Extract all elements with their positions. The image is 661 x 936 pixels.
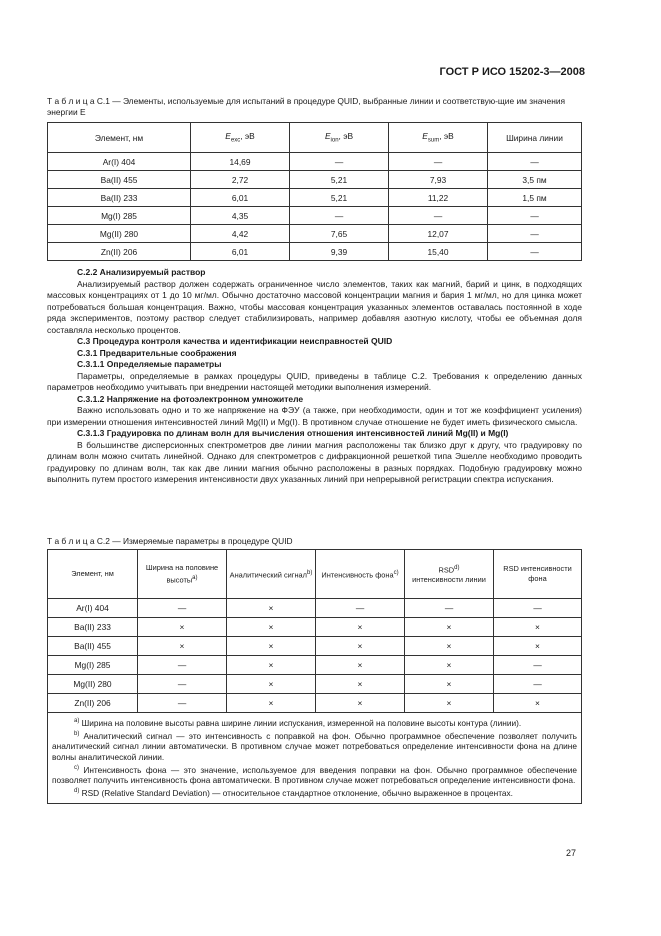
table-cell: Ba(II) 455 — [48, 637, 138, 656]
table1-header-row — [48, 123, 582, 153]
table1-col-element: Элемент, нм — [48, 123, 191, 153]
table-cell: 11,22 — [389, 189, 488, 207]
table-cell: Ba(II) 455 — [48, 171, 191, 189]
table-cell: Ar(I) 404 — [48, 599, 138, 618]
table1-col-sum: $E_{sum}$, эВ — [389, 123, 488, 153]
table-cell: × — [405, 694, 494, 713]
section-c3-title: С.3 Процедура контроля качества и идентификации неисправностей QUID — [77, 336, 393, 346]
table-row — [48, 207, 582, 225]
table-cell: Ba(II) 233 — [48, 618, 138, 637]
table2-col-element: Элемент, нм — [48, 550, 138, 599]
table-cell: × — [227, 599, 316, 618]
table2-caption: Т а б л и ц а С.2 — Измеряемые параметры в процедуре QUID — [47, 536, 293, 546]
page-number: 27 — [565, 848, 576, 858]
table-row — [48, 656, 582, 675]
table-cell: Mg(I) 285 — [48, 656, 138, 675]
table-cell: 6,01 — [191, 189, 290, 207]
table-cell: — — [290, 207, 389, 225]
footnote-text: RSD (Relative Standard Deviation) — относительное стандартное отклонение, обычно выраженное в процентах. — [79, 787, 513, 798]
table-cell: 2,72 — [191, 171, 290, 189]
table-cell: — — [494, 656, 582, 675]
table-row — [48, 225, 582, 243]
table-cell: × — [316, 656, 405, 675]
section-c311-title: С.3.1.1 Определяемые параметры — [77, 359, 222, 369]
table2-notes — [48, 713, 582, 804]
table-row — [48, 694, 582, 713]
table-row — [48, 189, 582, 207]
table-row — [48, 618, 582, 637]
table2-header-row — [48, 550, 582, 599]
table-cell: × — [494, 694, 582, 713]
table-cell: × — [494, 637, 582, 656]
table-cell: — — [494, 675, 582, 694]
table-cell: — — [488, 153, 582, 171]
table2-col-width: Ширина на половине высоты$^{a)}$ — [138, 550, 227, 599]
table-cell: 1,5 пм — [488, 189, 582, 207]
standard-number: ГОСТ Р ИСО 15202-3—2008 — [439, 66, 585, 78]
table-row — [48, 153, 582, 171]
section-c311-body: Параметры, определяемые в рамках процедуры QUID, приведены в таблице С.2. Требования к определению данных параметров необходимо учитывать при внедрении настоящей методики выполнения измерений. — [47, 370, 582, 392]
table-cell: Ba(II) 233 — [48, 189, 191, 207]
table-cell: × — [227, 675, 316, 694]
table-cell: 5,21 — [290, 171, 389, 189]
table-cell: — — [488, 225, 582, 243]
table-cell: × — [316, 694, 405, 713]
table-cell: 3,5 пм — [488, 171, 582, 189]
table-cell: × — [227, 656, 316, 675]
table-footnote — [52, 729, 577, 763]
table-cell: Mg(I) 285 — [48, 207, 191, 225]
table-cell: Ar(I) 404 — [48, 153, 191, 171]
table-cell: Mg(II) 280 — [48, 225, 191, 243]
table-cell: 4,35 — [191, 207, 290, 225]
table2-notes-row — [48, 713, 582, 804]
table-row — [48, 599, 582, 618]
table-cell: — — [290, 153, 389, 171]
table1 — [47, 122, 582, 261]
table-cell: × — [405, 637, 494, 656]
footnote-mark: d) — [74, 788, 80, 795]
table1-col-width: Ширина линии — [488, 123, 582, 153]
table-row — [48, 171, 582, 189]
footnote-text: Ширина на половине высоты равна ширине линии испускания, измеренной на половине высоты контура (линии). — [79, 717, 522, 728]
table1-col-ion: $E_{ion}$, эВ — [290, 123, 389, 153]
table-footnote — [52, 716, 577, 729]
table-cell: × — [227, 618, 316, 637]
table-cell: — — [488, 207, 582, 225]
section-c313-title: С.3.1.3 Градуировка по длинам волн для вычисления отношения интенсивностей линий Mg(II) и Mg(I) — [77, 428, 509, 438]
table1-col-exc: $E_{exc}$, эВ — [191, 123, 290, 153]
table-cell: × — [138, 637, 227, 656]
table-cell: — — [488, 243, 582, 261]
table-cell: — — [389, 153, 488, 171]
table-cell: 15,40 — [389, 243, 488, 261]
table-cell: — — [316, 599, 405, 618]
table-cell: × — [316, 637, 405, 656]
table-cell: 9,39 — [290, 243, 389, 261]
table2-col-rsd-line: RSD$^{d)}$ интенсивности линии — [405, 550, 494, 599]
section-c22-title: С.2.2 Анализируемый раствор — [77, 267, 206, 277]
table-cell: 4,42 — [191, 225, 290, 243]
table2-col-signal: Аналитический сигнал$^{b)}$ — [227, 550, 316, 599]
footnote-mark: b) — [74, 730, 80, 737]
body-text — [47, 267, 582, 486]
table-cell: 12,07 — [389, 225, 488, 243]
table-row — [48, 243, 582, 261]
section-c22-body: Анализируемый раствор должен содержать ограниченное число элементов, таких как магний, барий и цинк, в подходящих массовых концентрациях от 1 до 10 мг/мл. Обычно достаточно массовой концентрации магния и бария 1 мг/мл, но для цинка может потребоваться большая концентрация. Важно, чтобы массовая концентрация указанных элементов оставалась постоянной в ходе ряда экспериментов, поэтому раствор следует стабилизировать, например добавляя азотную кислоту, чтобы ее объемная доля составляла несколько процентов. — [47, 278, 582, 335]
footnote-mark: c) — [74, 764, 79, 771]
table-cell: × — [316, 618, 405, 637]
table2-col-bg: Интенсивность фона$^{c)}$ — [316, 550, 405, 599]
section-c313-body: В большинстве дисперсионных спектрометров две линии магния расположены так близко друг к другу, что градуировку по длинам волн можно считать линейной. Однако для спектрометров с дифракционной решеткой типа Эшелле необходимо проводить градуировку по длинам волн, так как две линии магния обычно расположены в разных порядках. Подобную градуировку можно выполнить путем простого измерения интенсивности двух указанных линий при непрерывной регистрации спектра испускания. — [47, 439, 582, 484]
table-cell: 7,65 — [290, 225, 389, 243]
table-cell: 7,93 — [389, 171, 488, 189]
table2 — [47, 549, 582, 804]
table-cell: — — [405, 599, 494, 618]
table-cell: Zn(II) 206 — [48, 694, 138, 713]
table-footnote — [52, 763, 577, 786]
table-cell: × — [227, 694, 316, 713]
table-cell: 5,21 — [290, 189, 389, 207]
table-cell: 14,69 — [191, 153, 290, 171]
table1-caption: Т а б л и ц а С.1 — Элементы, используемые для испытаний в процедуре QUID, выбранные линии и соответствую-щие им значения энергии E — [47, 96, 566, 117]
table-cell: Mg(II) 280 — [48, 675, 138, 694]
section-c31-title: С.3.1 Предварительные соображения — [77, 347, 237, 358]
table-cell: — — [494, 599, 582, 618]
table-cell: × — [316, 675, 405, 694]
footnote-mark: a) — [74, 718, 80, 724]
footnote-text: Интенсивность фона — это значение, используемое для введения поправки на фон. Обычно программное обеспечение позволяет получить интенсивность фона автоматически. В противном случае может потребоваться определение интенсивности фона. — [52, 764, 577, 786]
table-row — [48, 675, 582, 694]
table-cell: — — [138, 675, 227, 694]
table2-col-rsd-bg: RSD интенсивности фона — [494, 550, 582, 599]
table-cell: × — [227, 637, 316, 656]
table-cell: — — [389, 207, 488, 225]
section-c312-title: С.3.1.2 Напряжение на фотоэлектронном умножителе — [77, 393, 304, 404]
table-cell: × — [405, 675, 494, 694]
table-cell: × — [405, 618, 494, 637]
table-cell: × — [494, 618, 582, 637]
table-row — [48, 637, 582, 656]
table-footnote — [52, 786, 577, 799]
table-cell: — — [138, 656, 227, 675]
table-cell: × — [138, 618, 227, 637]
table-cell: — — [138, 694, 227, 713]
table-cell: 6,01 — [191, 243, 290, 261]
section-c312-body: Важно использовать одно и то же напряжение на ФЭУ (а также, при необходимости, один и тот же коэффициент усиления) при измерении отношения интенсивностей линий Mg(II) и Mg(I). В противном случае отношение не будет иметь физического смысла. — [47, 405, 582, 427]
table-cell: Zn(II) 206 — [48, 243, 191, 261]
table-cell: — — [138, 599, 227, 618]
footnote-text: Аналитический сигнал — это интенсивность с поправкой на фон. Обычно программное обеспечение позволяет получить аналитический сигнал линии автоматически. В противном случае может потребоваться определение интенсивности фона на длине волны аналитической линии. — [52, 730, 577, 762]
table-cell: × — [405, 656, 494, 675]
